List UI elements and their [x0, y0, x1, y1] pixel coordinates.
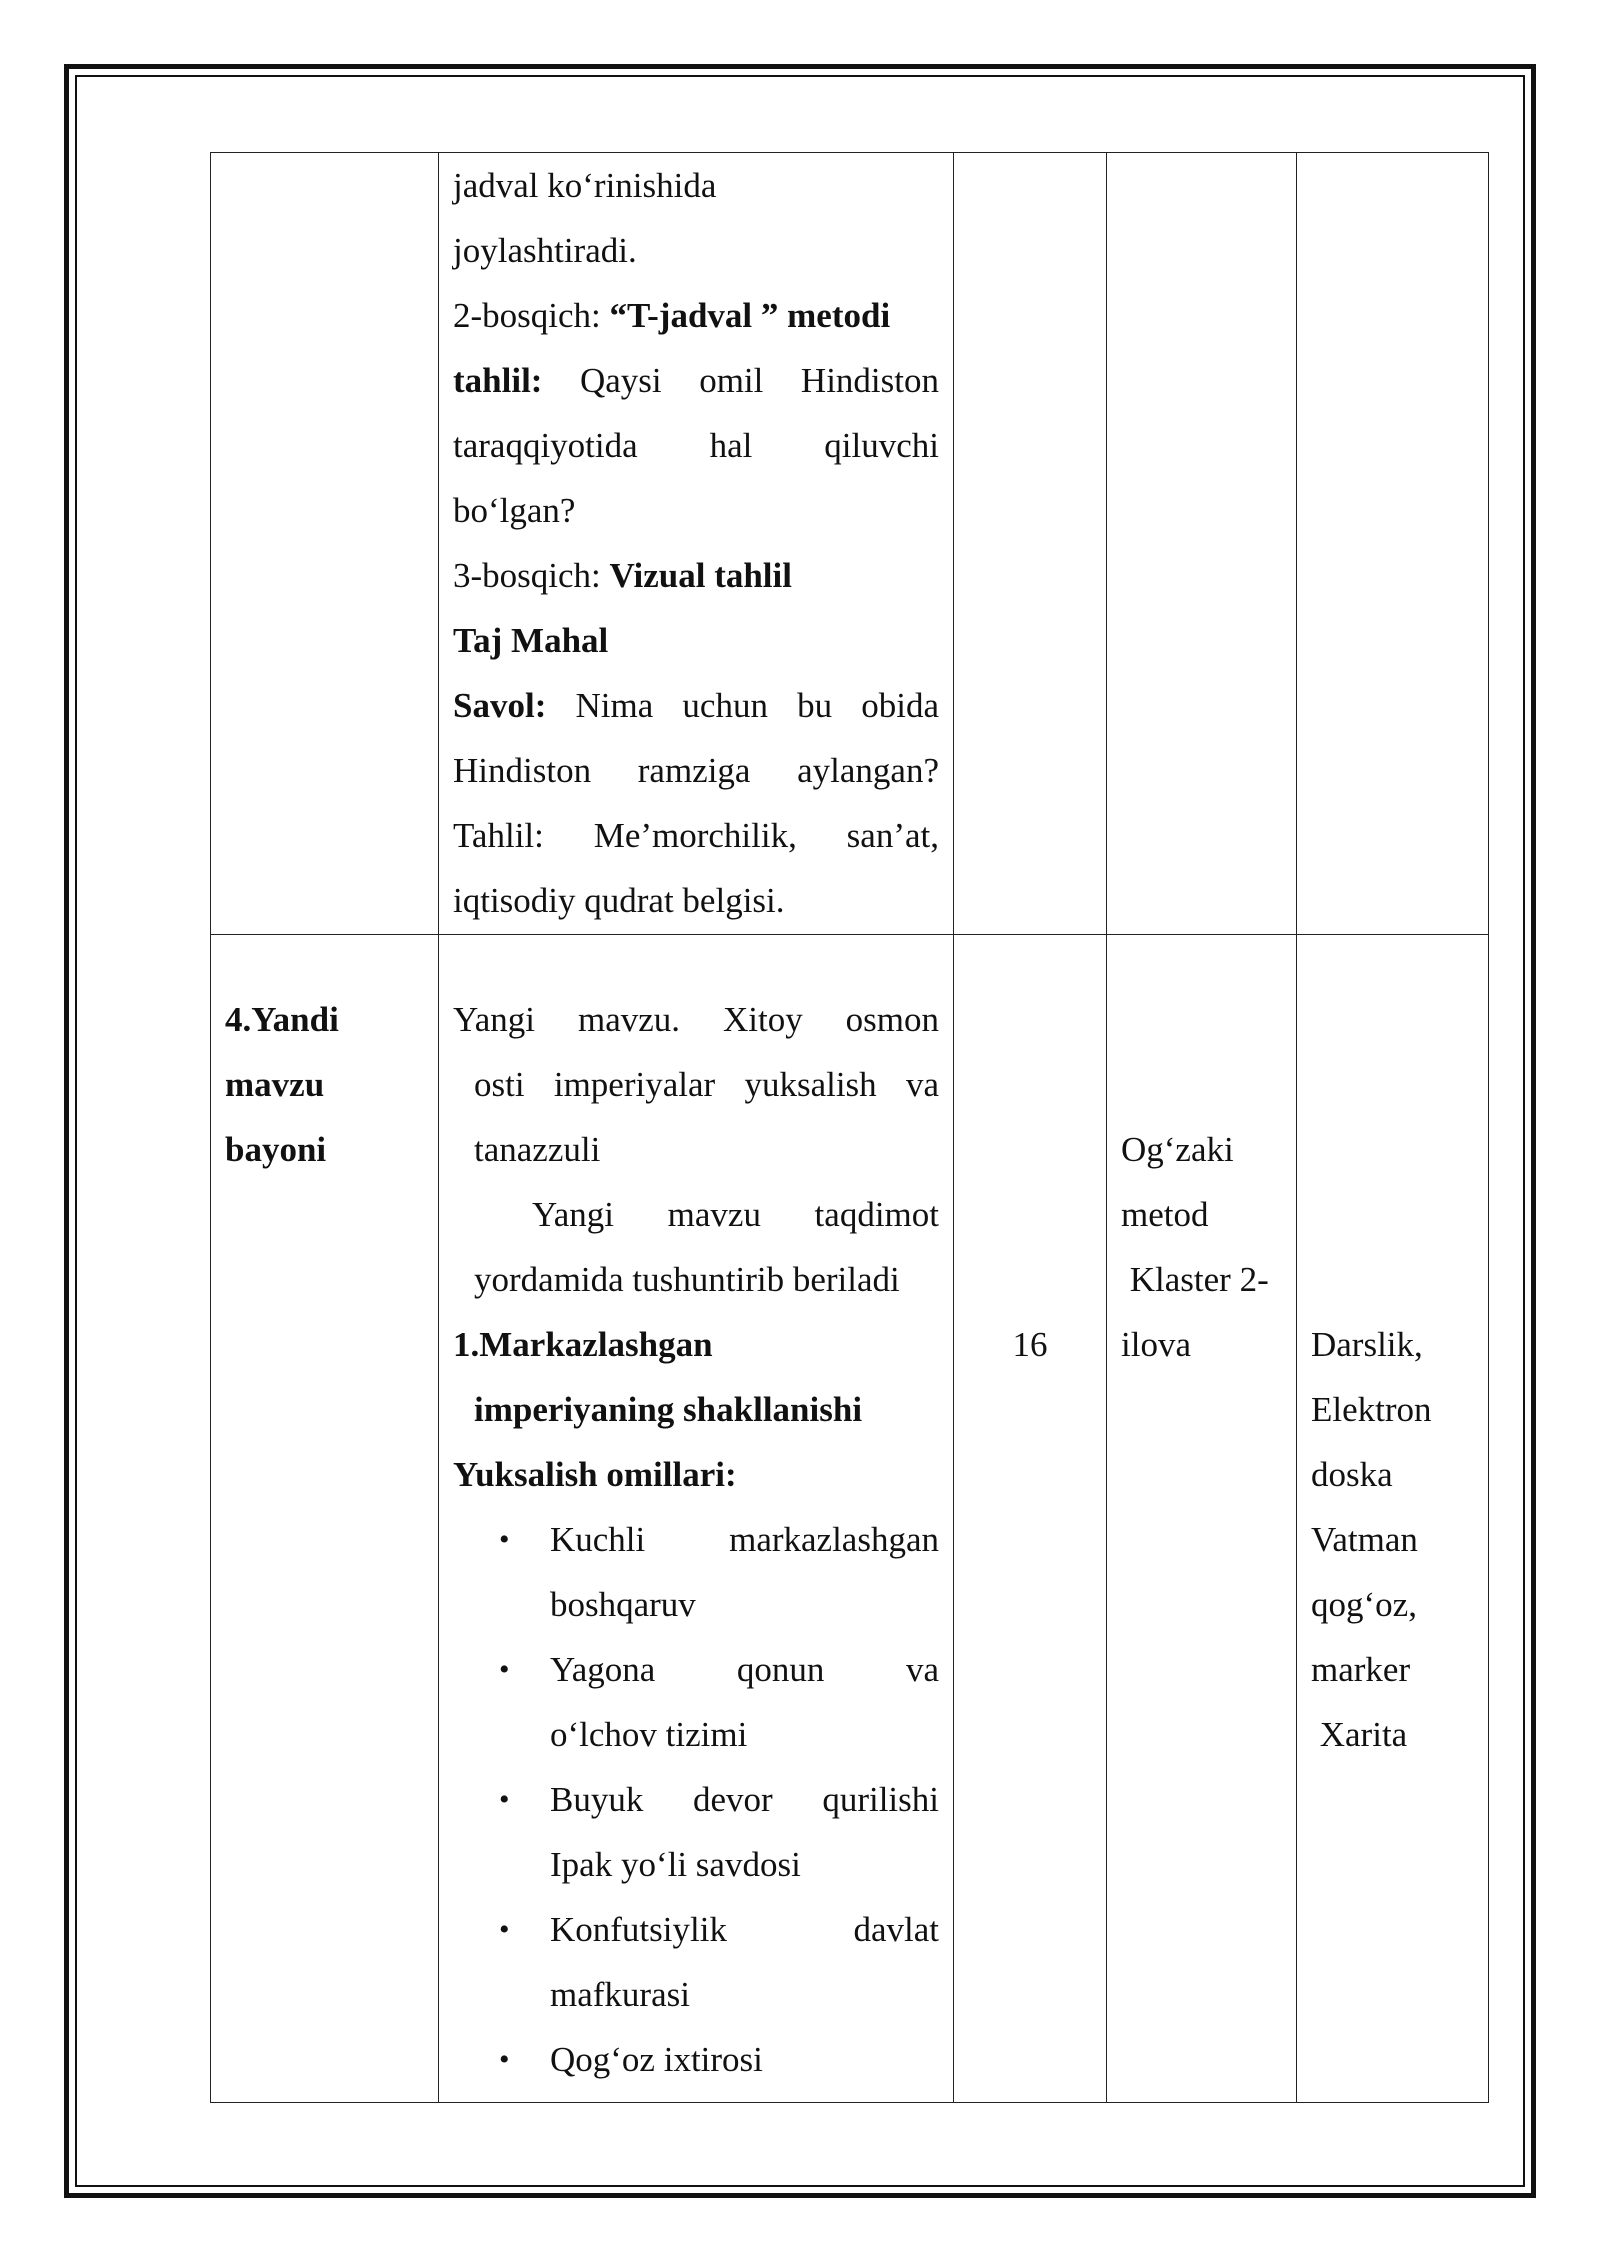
stage-line: bayoni [225, 1130, 327, 1169]
section-heading: 1.Markazlashgan [453, 1325, 713, 1364]
lesson-plan-table [210, 152, 1489, 2103]
analysis-line: iqtisodiy qudrat belgisi. [453, 881, 785, 920]
time-cell [954, 935, 1107, 2103]
section-heading: imperiyaning shakllanishi [474, 1390, 863, 1429]
intro-line: Yangi mavzu taqdimot [532, 1195, 939, 1234]
resource-line: Xarita [1311, 1715, 1408, 1754]
stage-cell [211, 935, 439, 2103]
topic-line: tanazzuli [474, 1130, 601, 1169]
factors-list [453, 1507, 939, 2092]
resource-line: Vatman [1311, 1520, 1418, 1559]
resource-line: qog‘oz, [1311, 1585, 1417, 1624]
stage-line: mavzu [225, 1065, 325, 1104]
method-line: Klaster 2- [1121, 1260, 1269, 1299]
stage-line: 4.Yandi [225, 1000, 339, 1039]
visual-subject: Taj Mahal [453, 621, 609, 660]
stage-cell [211, 153, 439, 935]
content-cell [439, 935, 954, 2103]
list-item: • Qog‘oz ixtirosi [453, 2027, 939, 2092]
question-text: Nima uchun bu obida [575, 686, 940, 725]
list-item: • Kuchli markazlashgan boshqaruv [453, 1507, 939, 1637]
resource-line: doska [1311, 1455, 1393, 1494]
text-line: joylashtiradi. [453, 231, 637, 270]
step-3-line [453, 543, 939, 608]
resource-line: marker [1311, 1650, 1411, 1689]
time-cell [954, 153, 1107, 935]
text-line: Hindiston ramziga aylangan? [453, 751, 939, 790]
table-row [211, 935, 1489, 2103]
factors-title: Yuksalish omillari: [453, 1455, 737, 1494]
question-label: Savol: [453, 686, 547, 725]
analysis-line: Tahlil: Me’morchilik, san’at, [453, 816, 939, 855]
table-row [211, 153, 1489, 935]
time-minutes: 16 [1012, 1325, 1048, 1364]
step-2-line [453, 283, 939, 348]
text-line: bo‘lgan? [453, 491, 576, 530]
step-2-question-text: Qaysi omil Hindiston [580, 361, 939, 400]
step-2-analysis-label: tahlil: [453, 361, 543, 400]
method-line: ilova [1121, 1325, 1191, 1364]
list-item: • Yagona qonun va o‘lchov tizimi [453, 1637, 939, 1767]
question-line [453, 673, 939, 738]
resources-cell [1297, 153, 1489, 935]
resources-cell [1297, 935, 1489, 2103]
topic-line: Yangi mavzu. Xitoy osmon [453, 1000, 939, 1039]
step-2-method: “T-jadval ” metodi [609, 296, 891, 335]
step-3-method: Vizual tahlil [609, 556, 792, 595]
content-cell [439, 153, 954, 935]
text-line: taraqqiyotida hal qiluvchi [453, 426, 939, 465]
step-2-question [453, 348, 939, 413]
method-line: Og‘zaki [1121, 1130, 1234, 1169]
list-item: • Buyuk devor qurilishi Ipak yo‘li savdosi [453, 1767, 939, 1897]
resource-line: Elektron [1311, 1390, 1432, 1429]
method-cell [1107, 153, 1297, 935]
method-line: metod [1121, 1195, 1209, 1234]
method-cell [1107, 935, 1297, 2103]
intro-line: yordamida tushuntirib beriladi [474, 1260, 900, 1299]
topic-line: osti imperiyalar yuksalish va [474, 1065, 939, 1104]
text-line: jadval ko‘rinishida [453, 166, 717, 205]
step-3-prefix: 3-bosqich: [453, 556, 601, 595]
resource-line: Darslik, [1311, 1325, 1423, 1364]
list-item: • Konfutsiylik davlat mafkurasi [453, 1897, 939, 2027]
step-2-prefix: 2-bosqich: [453, 296, 601, 335]
